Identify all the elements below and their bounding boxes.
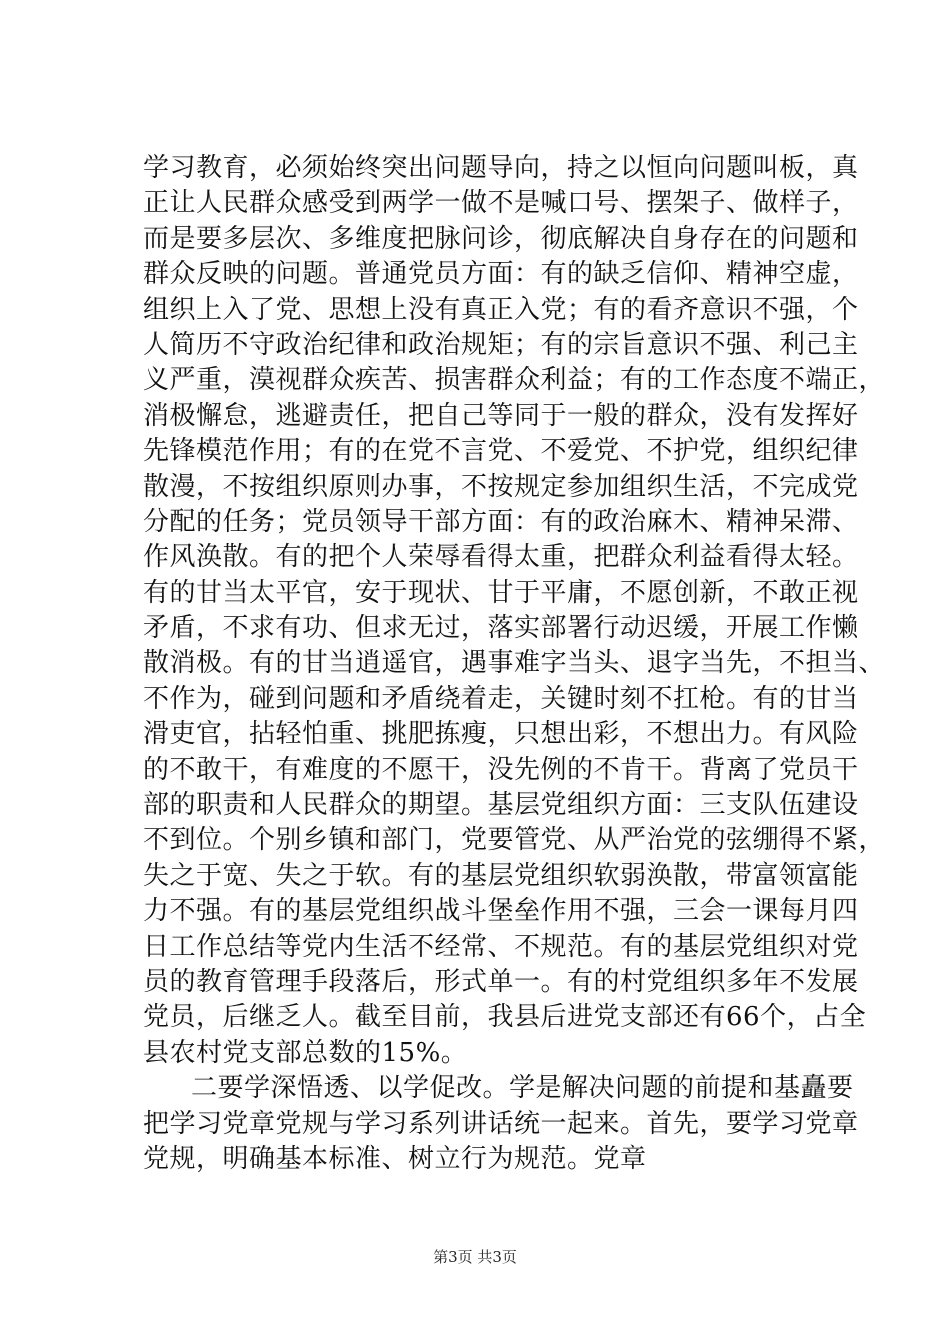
- text-line: 力不强。有的基层党组织战斗堡垒作用不强，三会一课每月四: [143, 896, 859, 927]
- text-line: 组织上入了党、思想上没有真正入党；有的看齐意识不强，个: [143, 294, 859, 325]
- page-footer: [0, 1247, 950, 1267]
- text-line: 党员，后继乏人。截至目前，我县后进党支部还有66个，占全: [143, 1002, 867, 1033]
- text-line: 散漫，不按组织原则办事，不按规定参加组织生活，不完成党: [143, 471, 859, 502]
- page-number-label: 第3页 共3页: [433, 1248, 517, 1266]
- text-line: 学习教育，必须始终突出问题导向，持之以恒向问题叫板，真: [143, 153, 859, 183]
- paragraph-start-line: 二要学深悟透、以学促改。学是解决问题的前提和基矗要: [191, 1073, 854, 1104]
- text-line: 散消极。有的甘当逍遥官，遇事难字当头、退字当先，不担当、: [143, 648, 886, 679]
- text-line: 矛盾，不求有功、但求无过，落实部署行动迟缓，开展工作懒: [143, 613, 859, 644]
- paragraph-end-line: 县农村党支部总数的15%。: [143, 1037, 468, 1068]
- text-line: 正让人民群众感受到两学一做不是喊口号、摆架子、做样子，: [143, 188, 859, 219]
- text-line: 失之于宽、失之于软。有的基层党组织软弱涣散，带富领富能: [143, 860, 859, 891]
- text-line: 消极懈怠，逃避责任，把自己等同于一般的群众，没有发挥好: [143, 400, 859, 431]
- text-line: 群众反映的问题。普通党员方面：有的缺乏信仰、精神空虚，: [143, 259, 859, 290]
- text-line: 而是要多层次、多维度把脉问诊，彻底解决自身存在的问题和: [143, 223, 859, 254]
- text-line: 不作为，碰到问题和矛盾绕着走，关键时刻不扛枪。有的甘当: [143, 683, 859, 714]
- text-line: 滑吏官，拈轻怕重、挑肥拣瘦，只想出彩，不想出力。有风险: [143, 719, 859, 750]
- text-line: 党规，明确基本标准、树立行为规范。党章: [143, 1143, 647, 1174]
- text-line: 分配的任务；党员领导干部方面：有的政治麻木、精神呆滞、: [143, 506, 859, 537]
- text-line: 人简历不守政治纪律和政治规矩；有的宗旨意识不强、利己主: [143, 329, 859, 360]
- text-line: 部的职责和人民群众的期望。基层党组织方面：三支队伍建设: [143, 790, 859, 821]
- text-line: 的不敢干，有难度的不愿干，没先例的不肯干。背离了党员干: [143, 754, 859, 785]
- text-line: 日工作总结等党内生活不经常、不规范。有的基层党组织对党: [143, 931, 859, 962]
- text-line: 有的甘当太平官，安于现状、甘于平庸，不愿创新，不敢正视: [143, 577, 859, 608]
- body-text: [143, 151, 886, 1177]
- text-line: 不到位。个别乡镇和部门，党要管党、从严治党的弦绷得不紧，: [143, 825, 886, 856]
- text-line: 作风涣散。有的把个人荣辱看得太重，把群众利益看得太轻。: [143, 542, 859, 573]
- text-line: 义严重，漠视群众疾苦、损害群众利益；有的工作态度不端正，: [143, 365, 886, 396]
- text-line: 员的教育管理手段落后，形式单一。有的村党组织多年不发展: [143, 966, 859, 997]
- text-line: 先锋模范作用；有的在党不言党、不爱党、不护党，组织纪律: [143, 436, 859, 467]
- text-line: 把学习党章党规与学习系列讲话统一起来。首先，要学习党章: [143, 1108, 859, 1139]
